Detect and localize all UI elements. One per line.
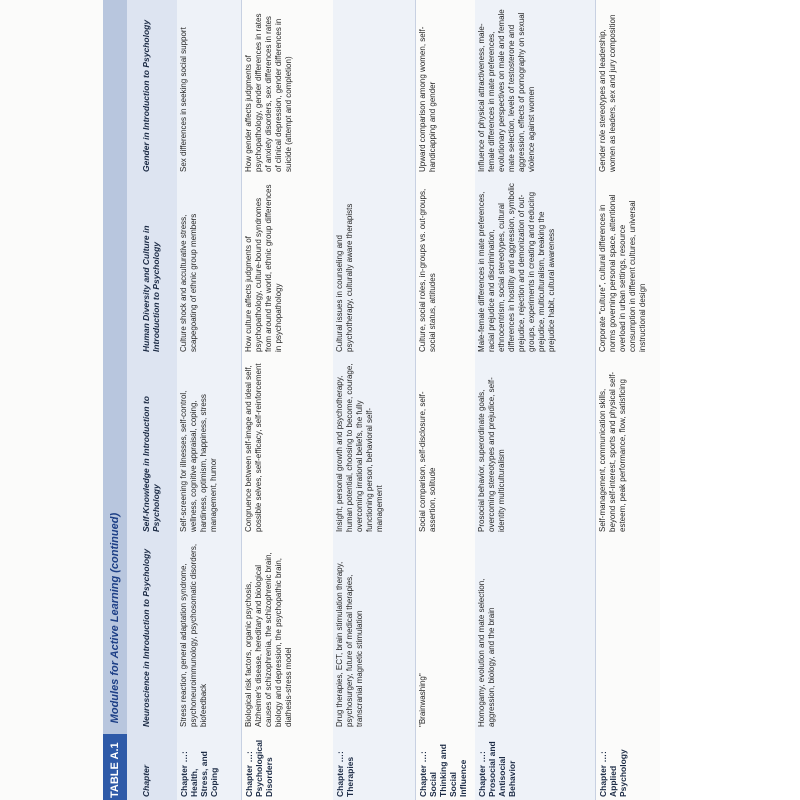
self-knowledge-cell: Self-screening for illnesses, self-control, wellness, cognitive appraisal, coping, hardiness, optimism, happiness, stress management, humor xyxy=(179,390,218,532)
gender-cell xyxy=(333,0,337,175)
self-knowledge-cell: Social comparison, self-disclosure, self-assertion, solitude xyxy=(418,391,437,532)
diversity-cell: Cultural issues in counseling and psychotherapy, culturally aware therapists xyxy=(335,203,354,352)
gender-cell: Influence of physical attractiveness, male-female differences in mate preferences, evolutionary perspectives on male and female mate selection, levels of testosterone and aggression, effects of pornography on sexual violence against women xyxy=(477,9,536,172)
chapter-cell: Chapter …: Therapies xyxy=(335,751,355,797)
neuroscience-cell xyxy=(596,535,600,730)
chapter-cell: Chapter …: Prosocial and Antisocial Behavior xyxy=(477,741,517,797)
chapter-cell: Chapter …: Applied Psychology xyxy=(598,749,628,797)
self-knowledge-cell: Prosocial behavior, superordinate goals, overcoming stereotypes and prejudice, self-identity multiculturalism xyxy=(477,377,506,532)
gender-cell: How gender affects judgments of psychopathology, gender differences in rates of anxiety disorders, sex differences in rates of clinical depression, gender differences in suicide (attempt and completion) xyxy=(244,13,293,172)
chapter-cell: Chapter …: Health, Stress, and Coping xyxy=(179,751,219,797)
table-row xyxy=(595,0,664,800)
column-header-self-knowledge: Self-Knowledge in Introduction to Psychology xyxy=(141,396,161,532)
self-knowledge-cell: Self-management, communication skills, beyond self-interest, sports and physical self-esteem, peak performance, flow, satisficing xyxy=(598,371,627,532)
gender-cell: Gender role stereotypes and leadership, women as leaders, sex and jury composition xyxy=(598,14,617,172)
diversity-cell: How culture affects judgments of psychopathology, culture-bound syndromes from around the world, ethnic group differences in psychopathology xyxy=(244,184,283,352)
chapter-cell: Chapter …: Social Thinking and Social Influence xyxy=(418,744,468,797)
table-label: TABLE A.1 xyxy=(103,734,127,800)
table-row xyxy=(333,0,415,800)
column-header-neuroscience: Neuroscience in Introduction to Psychology xyxy=(141,548,151,727)
rotated-table xyxy=(103,0,663,800)
column-header-gender: Gender in Introduction to Psychology xyxy=(141,19,151,172)
column-header-diversity: Human Diversity and Culture in Introduction to Psychology xyxy=(141,225,161,352)
diversity-cell: Culture, social roles, in-groups vs. out-groups, social status, attitudes xyxy=(418,188,437,352)
neuroscience-cell: Biological risk factors, organic psychosis, Alzheimer's disease, hereditary and biological causes of schizophrenia, the schizophrenic brain, biology and depression, the psychopathic brain, diathesis-stress model xyxy=(244,552,293,727)
table-row xyxy=(177,0,241,800)
page-margin xyxy=(660,0,800,800)
table-row xyxy=(475,0,595,800)
table-title: Modules for Active Learning (continued) xyxy=(109,512,121,724)
gender-cell: Sex differences in seeking social support xyxy=(179,27,188,172)
chapter-cell: Chapter …: Psychological Disorders xyxy=(244,739,274,797)
self-knowledge-cell: Congruence between self-image and ideal self, possible selves, self-efficacy, self-reinforcement xyxy=(244,363,263,532)
self-knowledge-cell: Insight, personal growth and psychotherapy, human potential, choosing to become, courage, overcoming irrational beliefs, the fully functioning person, behavioral self-management xyxy=(335,363,384,532)
table-row xyxy=(415,0,476,800)
neuroscience-cell: Stress reaction, general adaptation syndrome, psychoneuroimmunology, psychosomatic disorders, biofeedback xyxy=(179,543,208,727)
table-row xyxy=(241,0,334,800)
diversity-cell: Culture shock and acculturative stress, scapegoating of ethnic group members xyxy=(179,213,198,352)
diversity-cell: Corporate "culture", cultural differences in norms governing personal space, attentional overload in urban settings, resource consumption in different cultures, universal instructional design xyxy=(598,194,647,352)
table-header xyxy=(127,0,177,800)
diversity-cell: Male-female differences in mate preferences, racial prejudice and discrimination, ethnocentrism, social stereotypes, cultural differences in hostility and aggression, symbolic prejudice, rejection and demonization of out-groups, experiments in creating and reducing prejudice, multiculturalism, breaking the prejudice habit, cultural awareness xyxy=(477,183,556,352)
neuroscience-cell: Drug therapies, ECT, brain stimulation therapy, psychosurgery, future of medical therapies, transcranial magnetic stimulation xyxy=(335,561,364,727)
table-caption xyxy=(103,0,127,800)
column-header-chapter: Chapter xyxy=(141,764,151,797)
gender-cell: Upward comparison among women, self-handicapping and gender xyxy=(418,26,437,172)
neuroscience-cell: Homogamy, evolution and mate selection, aggression, biology, and the brain xyxy=(477,578,496,727)
neuroscience-cell: "Brainwashing" xyxy=(418,673,427,727)
